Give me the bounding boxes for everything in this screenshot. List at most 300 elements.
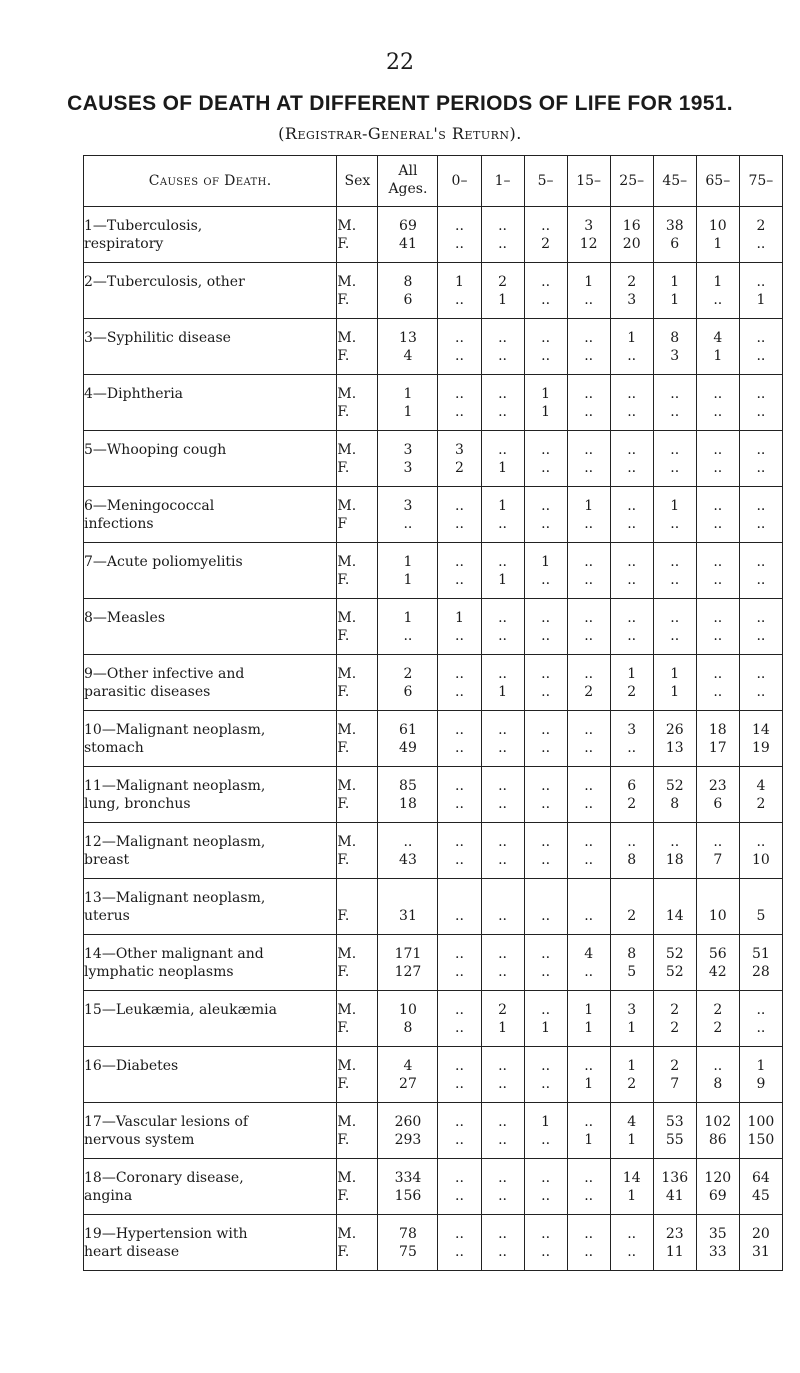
age-group-cell-line: 2 bbox=[627, 795, 637, 812]
cause-cell-line: uterus bbox=[84, 907, 130, 924]
age-group-cell-line: 1 bbox=[670, 497, 680, 514]
age-group-cell-line: .. bbox=[455, 795, 464, 812]
sex-cell bbox=[337, 319, 378, 375]
age-group-cell-line: 12 bbox=[579, 235, 598, 252]
age-group-cell-line: .. bbox=[498, 403, 507, 420]
age-group-cell bbox=[438, 207, 481, 263]
sex-cell-line: M. bbox=[337, 441, 357, 458]
age-group-cell-line: 1 bbox=[713, 347, 723, 364]
age-group-cell-line: 1 bbox=[584, 273, 594, 290]
age-group-cell-line: .. bbox=[627, 403, 637, 420]
age-group-cell-line: 42 bbox=[708, 963, 727, 980]
age-group-cell-line: 3 bbox=[455, 441, 464, 458]
sex-cell-line: M. bbox=[337, 1113, 357, 1130]
age-group-cell-line: 7 bbox=[670, 1075, 680, 1092]
age-group-cell-line: .. bbox=[498, 329, 507, 346]
all-ages-cell-line: 27 bbox=[399, 1075, 417, 1092]
age-group-cell-line: 100 bbox=[747, 1113, 775, 1130]
age-group-cell bbox=[739, 1103, 782, 1159]
age-group-cell-line: .. bbox=[541, 945, 551, 962]
age-group-cell-line: 5 bbox=[627, 963, 637, 980]
age-group-cell bbox=[438, 319, 481, 375]
age-group-cell-line: .. bbox=[756, 627, 766, 644]
age-group-cell bbox=[438, 487, 481, 543]
age-group-cell-line: .. bbox=[756, 1019, 766, 1036]
age-group-cell-line: 14 bbox=[665, 907, 684, 924]
age-group-cell-line: 53 bbox=[665, 1113, 684, 1130]
cause-cell-line: 4—Diphtheria bbox=[84, 385, 184, 402]
age-group-cell bbox=[739, 767, 782, 823]
age-group-cell-line: 52 bbox=[665, 963, 684, 980]
age-group-cell bbox=[481, 319, 524, 375]
age-group-cell bbox=[696, 543, 739, 599]
age-group-cell-line: .. bbox=[584, 1187, 594, 1204]
age-group-cell bbox=[481, 1159, 524, 1215]
header-row bbox=[84, 156, 783, 207]
age-group-cell-line: .. bbox=[498, 553, 507, 570]
age-group-cell-line: 8 bbox=[713, 1075, 723, 1092]
age-group-cell-line: .. bbox=[498, 833, 507, 850]
age-group-cell bbox=[567, 319, 610, 375]
age-group-cell-line: .. bbox=[498, 1225, 507, 1242]
table-row bbox=[84, 543, 783, 599]
age-group-cell bbox=[567, 207, 610, 263]
age-group-cell-line: .. bbox=[713, 515, 723, 532]
age-group-cell-line: .. bbox=[584, 1113, 594, 1130]
sex-cell bbox=[337, 823, 378, 879]
age-group-cell bbox=[481, 1047, 524, 1103]
age-group-cell-line: .. bbox=[541, 291, 551, 308]
age-group-cell-line: .. bbox=[627, 1243, 637, 1260]
age-group-cell-line: .. bbox=[584, 795, 594, 812]
age-group-cell-line: .. bbox=[713, 403, 723, 420]
cause-cell bbox=[84, 599, 337, 655]
cause-cell-line: 3—Syphilitic disease bbox=[84, 329, 231, 346]
all-ages-cell-line: 43 bbox=[399, 851, 417, 868]
age-group-cell-line: .. bbox=[498, 721, 507, 738]
age-group-cell bbox=[481, 375, 524, 431]
table-row bbox=[84, 655, 783, 711]
age-group-cell bbox=[524, 879, 567, 935]
age-group-cell-line: 1 bbox=[541, 403, 551, 420]
age-group-cell bbox=[610, 991, 653, 1047]
age-group-cell-line: .. bbox=[541, 329, 551, 346]
age-group-cell-line: .. bbox=[584, 1169, 594, 1186]
age-group-cell bbox=[524, 431, 567, 487]
age-group-cell bbox=[739, 487, 782, 543]
all-ages-cell-line bbox=[378, 889, 437, 907]
age-group-cell-line: .. bbox=[498, 441, 507, 458]
age-group-cell-line: 33 bbox=[708, 1243, 727, 1260]
age-group-cell-line: .. bbox=[584, 459, 594, 476]
table-row bbox=[84, 487, 783, 543]
age-group-cell bbox=[567, 1047, 610, 1103]
age-group-cell bbox=[567, 1215, 610, 1271]
cause-cell bbox=[84, 935, 337, 991]
age-group-cell-line: 3 bbox=[627, 291, 637, 308]
age-group-cell bbox=[524, 1103, 567, 1159]
age-group-cell bbox=[653, 543, 696, 599]
age-group-cell bbox=[653, 431, 696, 487]
page-number: 22 bbox=[386, 50, 414, 75]
age-group-cell-line: 19 bbox=[751, 739, 770, 756]
sex-cell-line: F. bbox=[337, 739, 350, 756]
age-group-cell bbox=[567, 655, 610, 711]
age-group-cell-line: 4 bbox=[713, 329, 723, 346]
age-group-cell-line: .. bbox=[498, 777, 507, 794]
age-group-cell-line: .. bbox=[498, 347, 507, 364]
age-group-cell-line: .. bbox=[584, 777, 594, 794]
age-group-cell bbox=[524, 935, 567, 991]
sex-cell-line: M. bbox=[337, 385, 357, 402]
age-group-cell bbox=[653, 263, 696, 319]
cause-cell-line: 16—Diabetes bbox=[84, 1057, 179, 1074]
cause-cell bbox=[84, 711, 337, 767]
age-group-cell bbox=[524, 375, 567, 431]
age-group-cell-line: .. bbox=[584, 347, 594, 364]
age-group-cell-line: .. bbox=[713, 833, 723, 850]
cause-cell-line: 10—Malignant neoplasm, bbox=[84, 721, 266, 738]
all-ages-cell-line: .. bbox=[403, 515, 413, 532]
age-group-cell-line: .. bbox=[541, 515, 551, 532]
age-group-cell-line: .. bbox=[498, 217, 507, 234]
age-group-cell-line: 8 bbox=[670, 329, 680, 346]
age-group-cell-line: .. bbox=[455, 777, 464, 794]
age-group-cell-line: 2 bbox=[670, 1019, 680, 1036]
age-group-cell-line: .. bbox=[541, 963, 551, 980]
age-group-cell-line: 86 bbox=[708, 1131, 727, 1148]
age-group-cell-line: .. bbox=[455, 1001, 464, 1018]
age-group-cell bbox=[610, 1159, 653, 1215]
age-group-cell-line: 13 bbox=[665, 739, 684, 756]
age-group-cell-line: 6 bbox=[670, 235, 680, 252]
age-group-cell bbox=[696, 879, 739, 935]
age-group-cell bbox=[481, 431, 524, 487]
age-group-cell bbox=[567, 431, 610, 487]
age-group-cell-line: .. bbox=[455, 553, 464, 570]
cause-cell-line: 19—Hypertension with bbox=[84, 1225, 248, 1242]
age-group-cell-line: .. bbox=[670, 459, 680, 476]
age-group-cell-line: .. bbox=[584, 553, 594, 570]
age-group-cell-line: .. bbox=[455, 235, 464, 252]
table-row bbox=[84, 1159, 783, 1215]
age-group-cell-line: 31 bbox=[751, 1243, 770, 1260]
age-group-cell-line: .. bbox=[713, 665, 723, 682]
age-group-cell-line: .. bbox=[670, 553, 680, 570]
table-row bbox=[84, 767, 783, 823]
age-group-cell-line: 1 bbox=[498, 291, 508, 308]
age-group-cell-line: .. bbox=[455, 497, 464, 514]
sex-cell bbox=[337, 991, 378, 1047]
all-ages-cell-line: 260 bbox=[394, 1113, 422, 1130]
all-ages-cell-line: 85 bbox=[399, 777, 417, 794]
cause-cell-line: 17—Vascular lesions of bbox=[84, 1113, 249, 1130]
age-group-cell-line: .. bbox=[498, 1113, 507, 1130]
age-group-cell-line: 1 bbox=[670, 683, 680, 700]
table-body bbox=[84, 207, 783, 1271]
cause-cell-line: 15—Leukæmia, aleukæmia bbox=[84, 1001, 277, 1018]
all-ages-cell-line: 8 bbox=[403, 273, 413, 290]
age-group-cell bbox=[653, 487, 696, 543]
age-group-cell bbox=[567, 991, 610, 1047]
age-group-cell-line: .. bbox=[584, 963, 594, 980]
age-group-cell-line: .. bbox=[498, 739, 507, 756]
age-group-cell-line: .. bbox=[713, 627, 723, 644]
age-group-cell-line: .. bbox=[498, 907, 507, 924]
age-group-cell bbox=[481, 543, 524, 599]
age-group-cell-line: .. bbox=[498, 1243, 507, 1260]
cause-cell-line bbox=[84, 571, 336, 589]
age-group-cell-line: 2 bbox=[627, 273, 637, 290]
all-ages-cell-line: 49 bbox=[399, 739, 417, 756]
all-ages-cell-line: 8 bbox=[403, 1019, 413, 1036]
age-group-cell-line: .. bbox=[756, 273, 766, 290]
age-group-cell-line: .. bbox=[455, 851, 464, 868]
age-group-cell bbox=[567, 263, 610, 319]
age-group-cell bbox=[739, 375, 782, 431]
age-group-cell-line: .. bbox=[498, 627, 507, 644]
age-group-cell bbox=[438, 375, 481, 431]
age-group-cell bbox=[481, 823, 524, 879]
age-group-cell-line: .. bbox=[498, 1169, 507, 1186]
all-ages-cell bbox=[378, 431, 438, 487]
all-ages-cell-line: 6 bbox=[403, 291, 413, 308]
age-group-cell-line: 20 bbox=[751, 1225, 770, 1242]
age-group-cell bbox=[481, 1103, 524, 1159]
age-group-cell-line: .. bbox=[756, 665, 766, 682]
age-group-cell-line: .. bbox=[455, 1019, 464, 1036]
age-group-cell bbox=[739, 319, 782, 375]
age-group-cell bbox=[696, 655, 739, 711]
age-group-cell-line: 2 bbox=[670, 1057, 680, 1074]
age-group-cell-line: 51 bbox=[751, 945, 770, 962]
cause-cell bbox=[84, 1159, 337, 1215]
age-group-cell-line: .. bbox=[541, 1243, 551, 1260]
age-group-cell bbox=[696, 767, 739, 823]
age-group-cell bbox=[567, 823, 610, 879]
cause-cell-line: 1—Tuberculosis, bbox=[84, 217, 203, 234]
all-ages-cell-line: 69 bbox=[399, 217, 417, 234]
causes-of-death-table bbox=[83, 155, 783, 1271]
age-group-cell-line: 1 bbox=[627, 1019, 637, 1036]
all-ages-cell-line: 2 bbox=[403, 665, 413, 682]
age-group-cell-line: 28 bbox=[751, 963, 770, 980]
age-group-cell-line: 136 bbox=[661, 1169, 689, 1186]
age-group-cell-line: 2 bbox=[627, 683, 637, 700]
age-group-cell-line: .. bbox=[455, 1075, 464, 1092]
table-row bbox=[84, 1215, 783, 1271]
sex-cell-line: F. bbox=[337, 1075, 350, 1092]
age-group-cell bbox=[653, 767, 696, 823]
age-group-cell-line: .. bbox=[670, 515, 680, 532]
sex-cell-line: F. bbox=[337, 1131, 350, 1148]
age-group-cell bbox=[739, 1047, 782, 1103]
age-group-cell-line: .. bbox=[584, 665, 594, 682]
age-group-cell bbox=[739, 935, 782, 991]
all-ages-cell-line: 4 bbox=[403, 1057, 413, 1074]
table-row bbox=[84, 263, 783, 319]
age-group-cell-line: .. bbox=[541, 739, 551, 756]
age-group-cell bbox=[438, 823, 481, 879]
table-row bbox=[84, 711, 783, 767]
age-group-cell bbox=[481, 599, 524, 655]
age-group-cell-line: .. bbox=[498, 1131, 507, 1148]
age-group-cell-line: .. bbox=[713, 385, 723, 402]
age-group-cell-line: 4 bbox=[584, 945, 594, 962]
age-group-cell bbox=[438, 1047, 481, 1103]
cause-cell-line: infections bbox=[84, 515, 154, 532]
age-group-cell-line: 1 bbox=[627, 329, 637, 346]
sex-cell-line: M. bbox=[337, 497, 357, 514]
cause-cell bbox=[84, 823, 337, 879]
age-group-cell-line: .. bbox=[455, 721, 464, 738]
age-group-cell-line: 3 bbox=[584, 217, 594, 234]
header-age-75: 75– bbox=[739, 156, 782, 207]
age-group-cell-line: 11 bbox=[665, 1243, 684, 1260]
age-group-cell-line: 150 bbox=[747, 1131, 775, 1148]
age-group-cell bbox=[481, 487, 524, 543]
cause-cell-line: stomach bbox=[84, 739, 144, 756]
age-group-cell-line: 52 bbox=[665, 945, 684, 962]
age-group-cell-line: .. bbox=[455, 833, 464, 850]
age-group-cell-line: 1 bbox=[584, 497, 594, 514]
sex-cell bbox=[337, 1047, 378, 1103]
age-group-cell-line: .. bbox=[455, 1225, 464, 1242]
age-group-cell bbox=[610, 711, 653, 767]
age-group-cell-line: 18 bbox=[708, 721, 727, 738]
age-group-cell bbox=[438, 935, 481, 991]
age-group-cell-line: .. bbox=[756, 609, 766, 626]
age-group-cell-line: 1 bbox=[627, 665, 637, 682]
cause-cell-line: angina bbox=[84, 1187, 133, 1204]
age-group-cell-line: 1 bbox=[713, 235, 723, 252]
age-group-cell-line: .. bbox=[541, 1001, 551, 1018]
all-ages-cell bbox=[378, 991, 438, 1047]
age-group-cell-line: 102 bbox=[704, 1113, 732, 1130]
header-age-65: 65– bbox=[696, 156, 739, 207]
age-group-cell-line: .. bbox=[756, 235, 766, 252]
age-group-cell bbox=[438, 655, 481, 711]
age-group-cell-line: 4 bbox=[756, 777, 766, 794]
age-group-cell-line: .. bbox=[541, 1187, 551, 1204]
age-group-cell-line: .. bbox=[541, 907, 551, 924]
cause-cell-line: 12—Malignant neoplasm, bbox=[84, 833, 266, 850]
sex-cell bbox=[337, 711, 378, 767]
age-group-cell-line: .. bbox=[627, 497, 637, 514]
cause-cell bbox=[84, 991, 337, 1047]
sex-cell-line: F. bbox=[337, 795, 350, 812]
header-age-15: 15– bbox=[567, 156, 610, 207]
sex-cell-line: M. bbox=[337, 665, 357, 682]
age-group-cell bbox=[739, 263, 782, 319]
age-group-cell bbox=[438, 599, 481, 655]
age-group-cell-line: 3 bbox=[627, 721, 637, 738]
age-group-cell-line: .. bbox=[627, 347, 637, 364]
table-row bbox=[84, 991, 783, 1047]
age-group-cell-line: .. bbox=[498, 515, 507, 532]
age-group-cell bbox=[481, 1215, 524, 1271]
sex-cell-line: F. bbox=[337, 851, 350, 868]
age-group-cell-line: 1 bbox=[455, 273, 464, 290]
age-group-cell-line: .. bbox=[756, 553, 766, 570]
age-group-cell-line: .. bbox=[756, 329, 766, 346]
age-group-cell bbox=[438, 1103, 481, 1159]
sex-cell-line: F. bbox=[337, 235, 350, 252]
age-group-cell-line: .. bbox=[455, 963, 464, 980]
age-group-cell-line: .. bbox=[713, 683, 723, 700]
cause-cell-line: nervous system bbox=[84, 1131, 195, 1148]
age-group-cell bbox=[438, 711, 481, 767]
all-ages-cell-line: 10 bbox=[399, 1001, 417, 1018]
age-group-cell-line: .. bbox=[584, 515, 594, 532]
age-group-cell-line: .. bbox=[498, 1057, 507, 1074]
table-row bbox=[84, 935, 783, 991]
age-group-cell-line: .. bbox=[498, 795, 507, 812]
all-ages-cell-line: 1 bbox=[403, 571, 413, 588]
age-group-cell bbox=[567, 711, 610, 767]
age-group-cell-line: .. bbox=[670, 609, 680, 626]
age-group-cell-line: .. bbox=[670, 385, 680, 402]
cause-cell-line: 9—Other infective and bbox=[84, 665, 245, 682]
age-group-cell-line: .. bbox=[627, 385, 637, 402]
age-group-cell bbox=[610, 655, 653, 711]
age-group-cell-line: 20 bbox=[622, 235, 641, 252]
all-ages-cell bbox=[378, 543, 438, 599]
sex-cell-line: M. bbox=[337, 1057, 357, 1074]
age-group-cell bbox=[438, 431, 481, 487]
header-age-5: 5– bbox=[524, 156, 567, 207]
age-group-cell bbox=[481, 767, 524, 823]
age-group-cell-line: 8 bbox=[670, 795, 680, 812]
age-group-cell-line: 56 bbox=[708, 945, 727, 962]
table-row bbox=[84, 823, 783, 879]
table-row bbox=[84, 599, 783, 655]
table-row bbox=[84, 431, 783, 487]
cause-cell bbox=[84, 1215, 337, 1271]
sex-cell bbox=[337, 935, 378, 991]
header-age-1: 1– bbox=[481, 156, 524, 207]
age-group-cell bbox=[524, 207, 567, 263]
age-group-cell-line: 26 bbox=[665, 721, 684, 738]
age-group-cell-line: .. bbox=[541, 795, 551, 812]
age-group-cell bbox=[610, 487, 653, 543]
header-age-0: 0– bbox=[438, 156, 481, 207]
age-group-cell bbox=[696, 431, 739, 487]
cause-cell-line: 11—Malignant neoplasm, bbox=[84, 777, 266, 794]
all-ages-cell-line: .. bbox=[403, 627, 413, 644]
all-ages-cell-line: 13 bbox=[399, 329, 417, 346]
age-group-cell-line: .. bbox=[627, 441, 637, 458]
age-group-cell-line: 14 bbox=[622, 1169, 641, 1186]
age-group-cell bbox=[610, 431, 653, 487]
all-ages-cell-line: 156 bbox=[394, 1187, 422, 1204]
all-ages-cell-line: 6 bbox=[403, 683, 413, 700]
sex-cell-line: F. bbox=[337, 1243, 350, 1260]
age-group-cell bbox=[524, 767, 567, 823]
age-group-cell-line: 38 bbox=[665, 217, 684, 234]
table-row bbox=[84, 207, 783, 263]
age-group-cell-line: .. bbox=[584, 291, 594, 308]
age-group-cell bbox=[696, 1215, 739, 1271]
age-group-cell-line: .. bbox=[455, 1113, 464, 1130]
age-group-cell-line: 2 bbox=[713, 1019, 723, 1036]
age-group-cell-line: 52 bbox=[665, 777, 684, 794]
age-group-cell-line bbox=[568, 889, 610, 907]
age-group-cell-line: .. bbox=[584, 833, 594, 850]
page-subtitle: (Registrar-General's Return). bbox=[278, 124, 522, 143]
age-group-cell bbox=[739, 1159, 782, 1215]
all-ages-cell-line: 334 bbox=[394, 1169, 422, 1186]
